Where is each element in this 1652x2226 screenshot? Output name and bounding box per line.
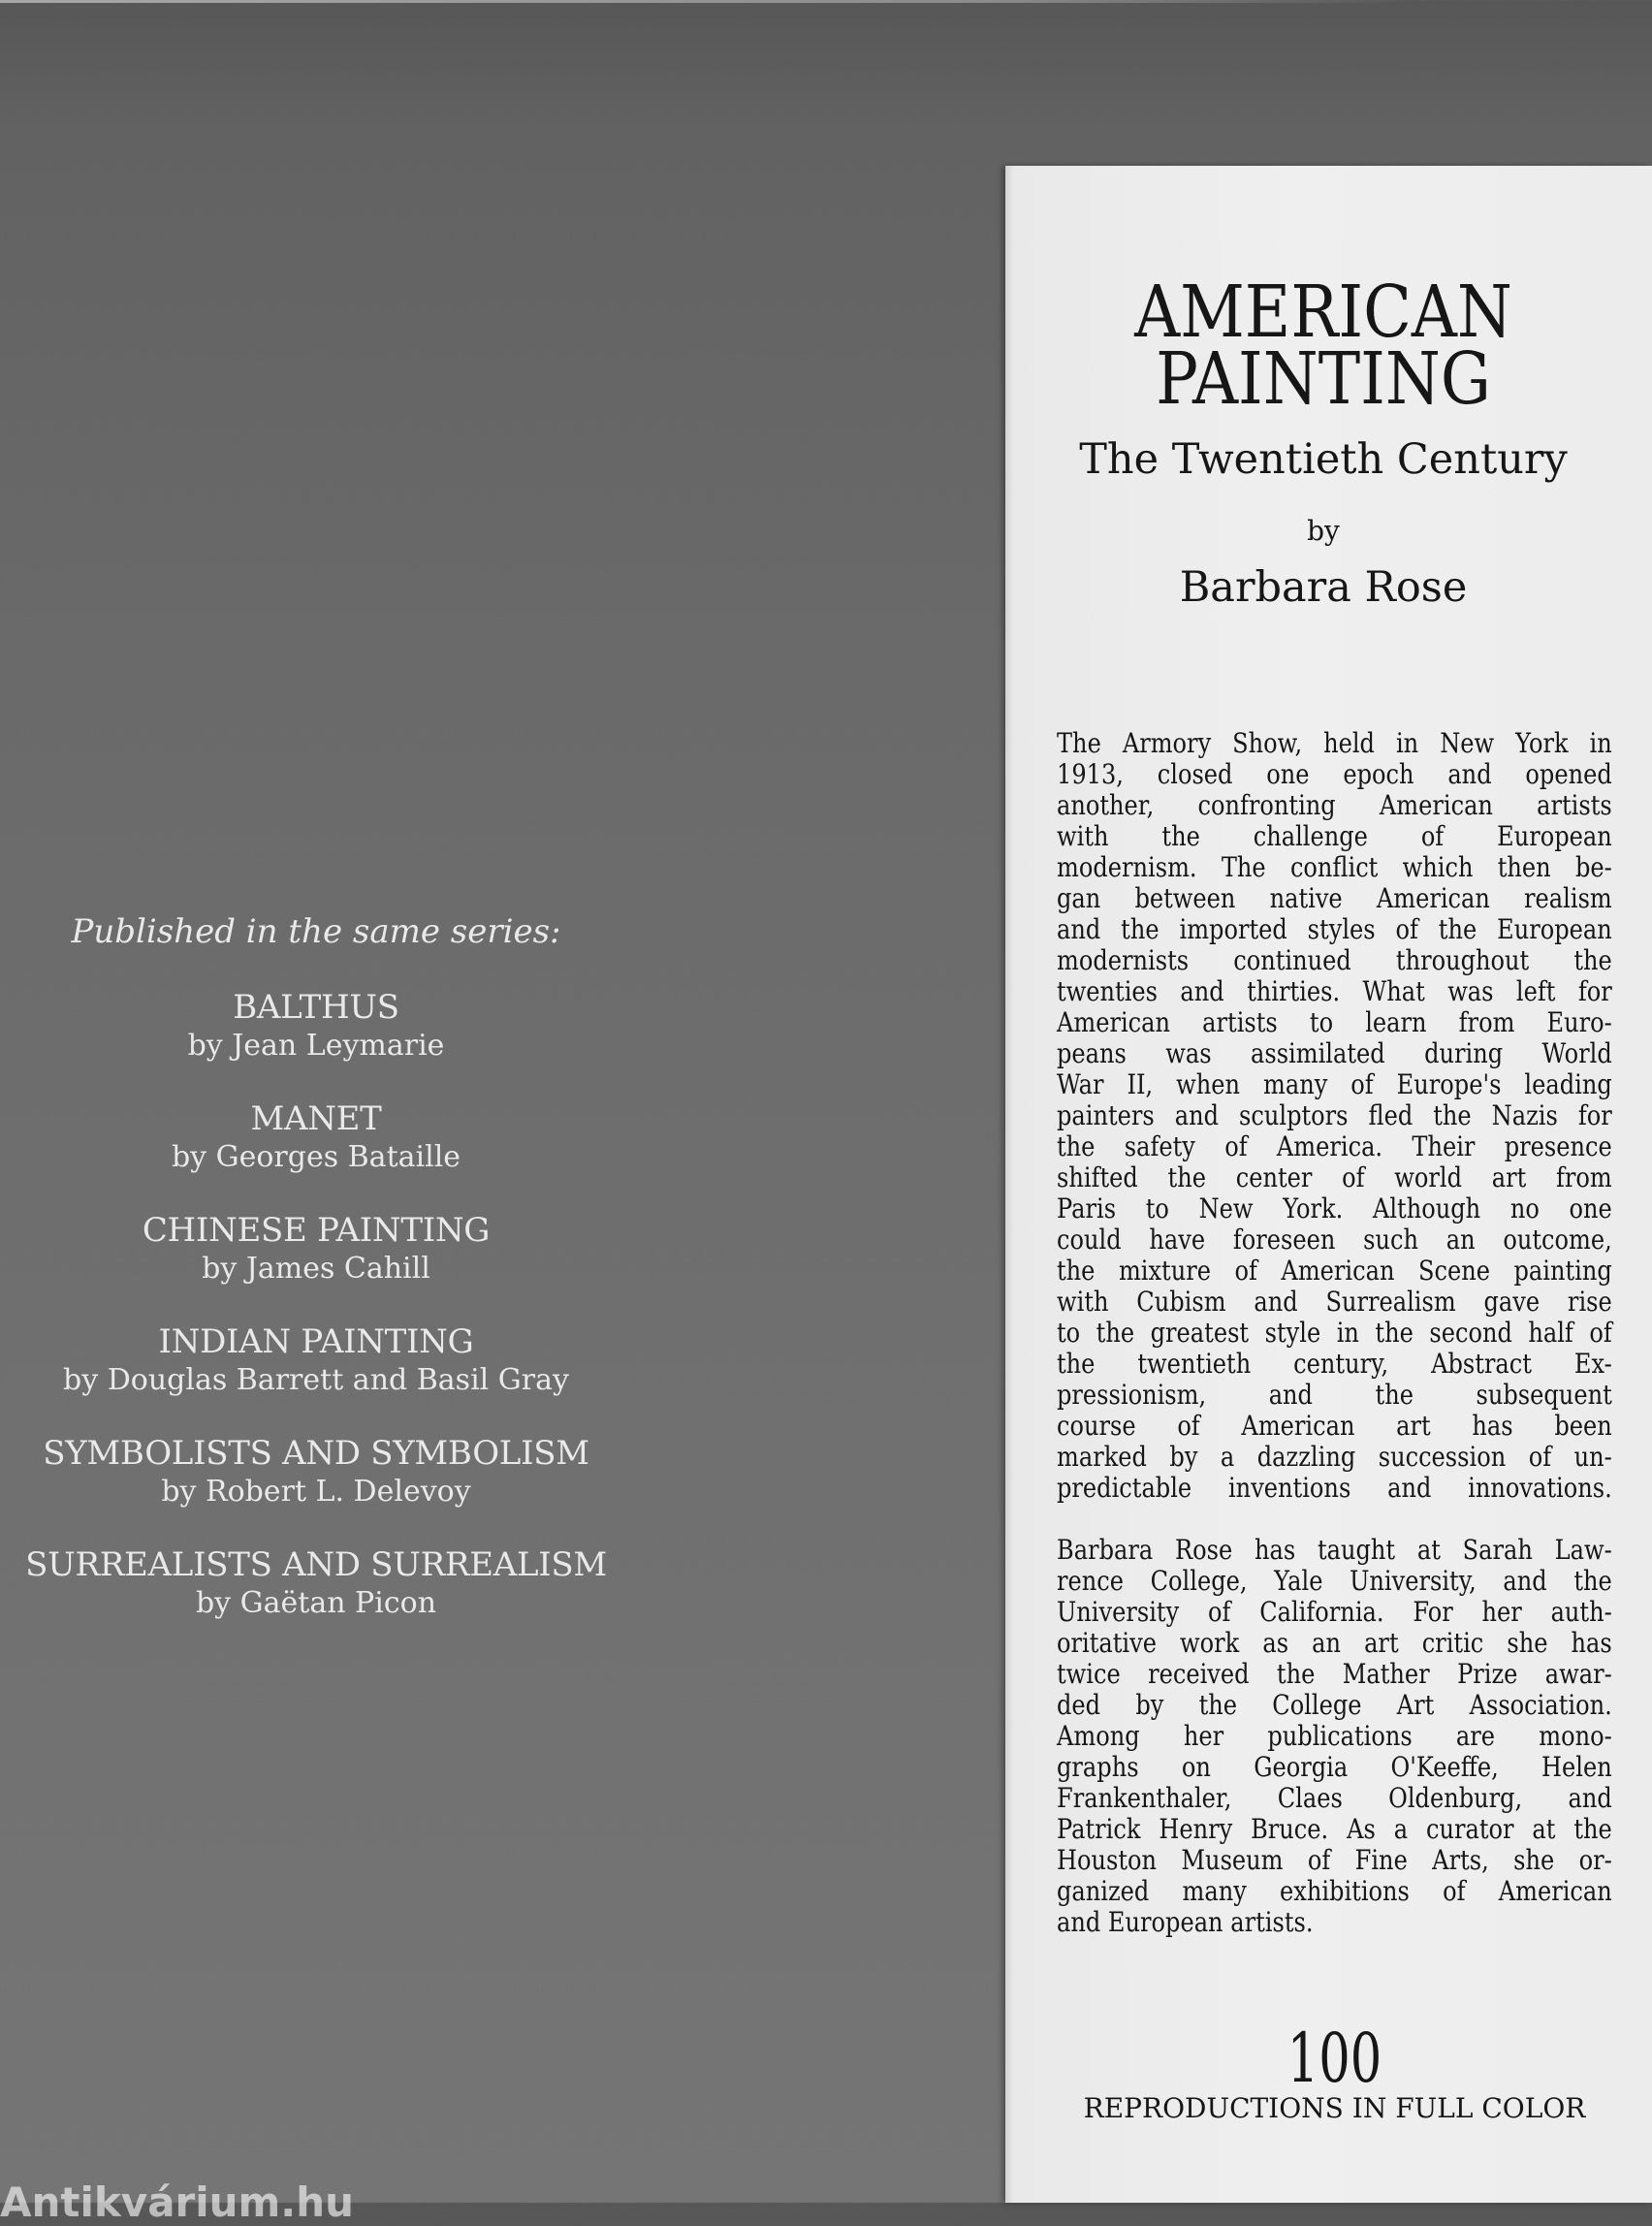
body-paragraph	[1057, 728, 1612, 1504]
body-text-line: the twentieth century, Abstract Ex-	[1057, 1348, 1612, 1380]
body-text-line: and European artists.	[1057, 1906, 1314, 1938]
body-text-line: with Cubism and Surrealism gave rise	[1057, 1286, 1612, 1318]
body-text-line: oritative work as an art critic she has	[1057, 1627, 1612, 1659]
series-title: CHINESE PAINTING	[142, 1211, 491, 1250]
body-text-line: to the greatest style in the second half of	[1057, 1317, 1612, 1349]
body-text-line: predictable inventions and innovations.	[1057, 1472, 1612, 1504]
reproductions-count: 100	[1287, 2019, 1382, 2098]
body-text-line: course of American art has been	[1057, 1410, 1612, 1442]
book-title-line-2: PAINTING	[1156, 337, 1491, 421]
body-text-line: ganized many exhibitions of American	[1057, 1875, 1612, 1907]
body-text-line: another, confronting American artists	[1057, 789, 1612, 821]
body-text-line: peans was assimilated during World	[1057, 1037, 1612, 1069]
body-text-line: graphs on Georgia O'Keeffe, Helen	[1057, 1751, 1612, 1783]
body-text-line: American artists to learn from Euro-	[1057, 1006, 1612, 1038]
body-text-line: pressionism, and the subsequent	[1057, 1379, 1612, 1411]
series-title: SYMBOLISTS AND SYMBOLISM	[43, 1434, 589, 1473]
body-text-line: modernists continued throughout the	[1057, 944, 1612, 976]
body-text-line: Houston Museum of Fine Arts, she or-	[1057, 1844, 1612, 1876]
series-list	[0, 910, 632, 1657]
body-text-line: painters and sculptors fled the Nazis for	[1057, 1099, 1612, 1131]
body-text-line: rence College, Yale University, and the	[1057, 1565, 1612, 1597]
series-author: by Douglas Barrett and Basil Gray	[63, 1363, 569, 1397]
series-title: INDIAN PAINTING	[158, 1322, 474, 1361]
book-author: Barbara Rose	[1179, 563, 1468, 612]
body-text-line: Barbara Rose has taught at Sarah Law-	[1057, 1534, 1612, 1566]
body-text-line: shifted the center of world art from	[1057, 1161, 1612, 1193]
body-text-line: Patrick Henry Bruce. As a curator at the	[1057, 1813, 1612, 1845]
body-text-line: Among her publications are mono-	[1057, 1720, 1612, 1752]
book-title	[1005, 270, 1641, 421]
body-text-line: gan between native American realism	[1057, 882, 1612, 914]
series-item	[0, 1434, 632, 1511]
body-text-line: marked by a dazzling succession of un-	[1057, 1441, 1612, 1473]
body-text-line: ded by the College Art Association.	[1057, 1689, 1612, 1721]
body-text-line: University of California. For her auth-	[1057, 1596, 1612, 1628]
by-label: by	[1307, 515, 1340, 547]
series-item	[0, 988, 632, 1065]
series-heading: Published in the same series:	[71, 912, 561, 951]
body-text-line: Frankenthaler, Claes Oldenburg, and	[1057, 1782, 1612, 1814]
watermark-text: Antikvárium.hu	[0, 2178, 355, 2226]
series-title: MANET	[250, 1099, 382, 1138]
book-title-line-1: AMERICAN	[1134, 270, 1512, 354]
body-text-line: 1913, closed one epoch and opened	[1057, 758, 1612, 790]
body-text-line: Paris to New York. Although no one	[1057, 1192, 1612, 1224]
body-text-line: the mixture of American Scene painting	[1057, 1255, 1612, 1287]
series-item	[0, 1322, 632, 1400]
book-subtitle: The Twentieth Century	[1079, 435, 1568, 484]
series-author: by Jean Leymarie	[187, 1029, 445, 1063]
series-item	[0, 1211, 632, 1288]
series-author: by Robert L. Delevoy	[161, 1475, 471, 1509]
body-text-line: twice received the Mather Prize awar-	[1057, 1658, 1612, 1690]
body-text-line: modernism. The conflict which then be-	[1057, 851, 1612, 883]
series-item	[0, 1545, 632, 1623]
reproductions-label: REPRODUCTIONS IN FULL COLOR	[1083, 2092, 1586, 2124]
series-author: by Georges Bataille	[171, 1140, 461, 1174]
series-title: BALTHUS	[233, 988, 399, 1027]
series-title: SURREALISTS AND SURREALISM	[25, 1545, 607, 1584]
series-item	[0, 1099, 632, 1177]
series-author: by James Cahill	[202, 1252, 430, 1286]
page-top-edge	[0, 0, 1406, 3]
body-text-line: with the challenge of European	[1057, 820, 1612, 852]
jacket-body	[1057, 728, 1612, 1969]
watermark	[0, 2178, 407, 2226]
body-text-line: War II, when many of Europe's leading	[1057, 1068, 1612, 1100]
series-author: by Gaëtan Picon	[195, 1586, 437, 1620]
body-text-line: twenties and thirties. What was left for	[1057, 975, 1612, 1007]
body-text-line: The Armory Show, held in New York in	[1057, 727, 1612, 759]
body-text-line: the safety of America. Their presence	[1057, 1130, 1612, 1162]
body-text-line: could have foreseen such an outcome,	[1057, 1224, 1612, 1256]
body-text-line: and the imported styles of the European	[1057, 913, 1612, 945]
jacket-flap-panel	[1005, 166, 1652, 2203]
body-paragraph	[1057, 1535, 1612, 1938]
